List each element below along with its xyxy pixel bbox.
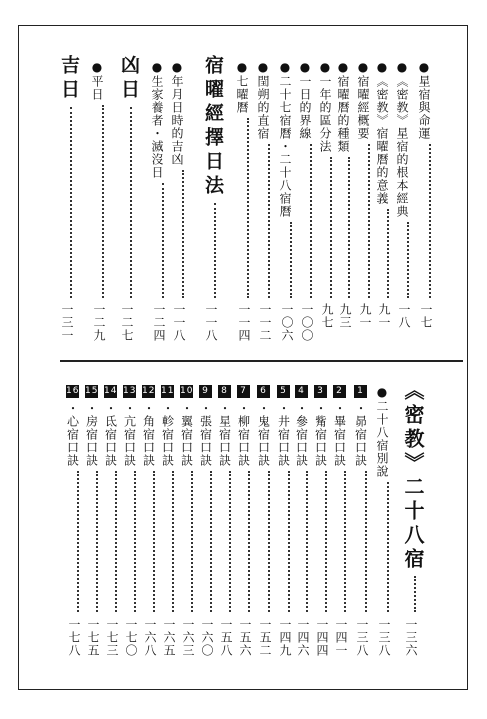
entry-title: ・畢宿口訣 (332, 402, 347, 467)
page-number: 一一八 (204, 303, 218, 342)
dot-leader (321, 471, 327, 612)
toc-entry[interactable] (199, 385, 212, 467)
entry-title: 宿曜曆的種類 (336, 75, 350, 153)
page-number: 一三六 (404, 618, 418, 657)
dot-leader (302, 471, 308, 612)
dot-leader (425, 144, 431, 298)
bullet-icon: ● (150, 60, 164, 75)
toc-entry[interactable] (257, 60, 269, 140)
dot-leader (66, 107, 72, 298)
entry-title: 閏朔的直宿 (256, 75, 270, 140)
toc-entry[interactable] (319, 60, 331, 153)
toc-entry[interactable] (357, 60, 369, 140)
entry-title: ・氐宿口訣 (103, 402, 118, 467)
dot-leader (306, 144, 312, 298)
entry-title: ・亢宿口訣 (122, 402, 137, 467)
page-number: 一二七 (120, 303, 134, 342)
entry-title: 凶日 (118, 55, 140, 103)
bullet-icon: ● (318, 60, 332, 75)
entry-number-badge: 3 (314, 385, 327, 398)
bullet-icon: ● (90, 60, 104, 75)
entry-title: ・心宿口訣 (65, 402, 80, 467)
page-number: 一〇〇 (300, 303, 314, 342)
dot-leader (264, 471, 270, 612)
toc-entry[interactable] (91, 60, 103, 101)
page-number: 一七三 (105, 618, 119, 657)
entry-title: 年月日時的吉凶 (170, 75, 184, 166)
toc-entry[interactable] (314, 385, 327, 467)
entry-title: 宿曜經擇日法 (202, 55, 224, 199)
entry-number-badge: 16 (66, 386, 80, 396)
page-number: 一六三 (181, 618, 195, 657)
toc-heading[interactable] (119, 55, 138, 103)
entry-title: ・昴宿口訣 (353, 402, 368, 467)
toc-entry[interactable] (161, 385, 174, 467)
toc-entry[interactable] (85, 385, 98, 467)
bullet-icon: ● (417, 60, 431, 75)
entry-number-badge: 1 (354, 385, 367, 398)
section-divider (60, 360, 463, 362)
bullet-icon: ● (336, 60, 350, 75)
page-number: 一五八 (219, 618, 233, 657)
toc-entry[interactable] (151, 60, 163, 179)
dot-leader (344, 157, 350, 298)
entry-number-badge: 2 (333, 385, 346, 398)
page-number: 一三八 (377, 618, 391, 657)
bullet-icon: ● (256, 60, 270, 75)
page-number: 一六五 (162, 618, 176, 657)
entry-title: ・翼宿口訣 (179, 402, 194, 467)
entry-title: 一年的區分法 (318, 75, 332, 153)
toc-entry[interactable] (277, 385, 290, 467)
entry-number-badge: 5 (277, 385, 290, 398)
page-number: 一二九 (92, 303, 106, 342)
dot-leader (111, 471, 117, 612)
entry-number-badge: 6 (257, 385, 270, 398)
page-number: 一四九 (278, 618, 292, 657)
entry-title: 宿曜經概要 (356, 75, 370, 140)
bullet-icon: ● (298, 60, 312, 75)
toc-entry[interactable] (279, 60, 291, 218)
entry-title: ・房宿口訣 (84, 402, 99, 467)
toc-entry[interactable] (237, 385, 250, 467)
entry-title: ・星宿口訣 (217, 402, 232, 467)
toc-entry[interactable] (171, 60, 183, 166)
toc-entry[interactable] (66, 385, 79, 467)
entry-number-badge: 11 (161, 386, 175, 396)
bullet-icon: ● (278, 60, 292, 75)
dot-leader (168, 471, 174, 612)
toc-entry[interactable] (376, 60, 388, 205)
entry-title: ・張宿口訣 (198, 402, 213, 467)
bullet-icon: ● (375, 60, 389, 75)
dot-leader (326, 157, 332, 298)
entry-number-badge: 15 (85, 386, 99, 396)
dot-leader (210, 203, 216, 298)
dot-leader (92, 471, 98, 612)
entry-title: 二十八宿別說 (375, 400, 389, 478)
toc-entry[interactable] (218, 385, 231, 467)
page-number: 九一 (377, 303, 391, 329)
page-number: 一三一 (60, 303, 74, 342)
entry-title: 平日 (90, 75, 104, 101)
dot-leader (244, 471, 250, 612)
page-number: 一七五 (86, 618, 100, 657)
entry-number-badge: 13 (123, 386, 137, 396)
page-number: 一七八 (67, 618, 81, 657)
page-number: 一四一 (334, 618, 348, 657)
entry-number-badge: 8 (218, 385, 231, 398)
toc-heading[interactable] (59, 55, 78, 103)
page-number: 一七〇 (124, 618, 138, 657)
entry-title: 一日的界線 (298, 75, 312, 140)
toc-heading[interactable] (203, 55, 222, 199)
bullet-icon: ● (375, 385, 389, 400)
entry-number-badge: 7 (237, 385, 250, 398)
bullet-icon: ● (235, 60, 249, 75)
toc-entry[interactable] (295, 385, 308, 467)
page-number: 一一四 (237, 303, 251, 342)
toc-entry[interactable] (236, 60, 248, 114)
dot-leader (158, 183, 164, 298)
toc-entry[interactable] (299, 60, 311, 140)
dot-leader (130, 471, 136, 612)
entry-number-badge: 14 (104, 386, 118, 396)
toc-entry[interactable] (337, 60, 349, 153)
page-number: 一〇六 (280, 303, 294, 342)
dot-leader (286, 222, 292, 298)
toc-entry[interactable] (104, 385, 117, 467)
toc-entry[interactable] (354, 385, 367, 467)
entry-title: ・參宿口訣 (294, 402, 309, 467)
bullet-icon: ● (170, 60, 184, 75)
toc-entry[interactable] (142, 385, 155, 467)
page-number: 一四六 (296, 618, 310, 657)
entry-title: 《密教》宿曜曆的意義 (375, 75, 389, 205)
dot-leader (264, 144, 270, 298)
dot-leader (243, 118, 249, 298)
dot-leader (403, 222, 409, 298)
entry-title: 星宿與命運 (417, 75, 431, 140)
entry-title: ・觜宿口訣 (313, 402, 328, 467)
toc-entry[interactable] (376, 385, 388, 478)
page-number: 一四四 (315, 618, 329, 657)
entry-title: ・柳宿口訣 (236, 402, 251, 467)
page-number: 一八 (397, 303, 411, 329)
toc-entry[interactable] (396, 60, 408, 218)
entry-title: 《密教》星宿的根本經典 (395, 75, 409, 218)
dot-leader (178, 170, 184, 298)
dot-leader (383, 209, 389, 298)
page-number: 九三 (338, 303, 352, 329)
dot-leader (383, 482, 389, 612)
bullet-icon: ● (395, 60, 409, 75)
entry-number-badge: 4 (295, 385, 308, 398)
page-number: 一五二 (258, 618, 272, 657)
page-number: 一六〇 (200, 618, 214, 657)
page-number: 九一 (358, 303, 372, 329)
page-number: 一一二 (258, 303, 272, 342)
dot-leader (206, 471, 212, 612)
dot-leader (187, 471, 193, 612)
dot-leader (98, 105, 104, 298)
entry-title: 七曜曆 (235, 75, 249, 114)
entry-title: 生家養者・滅沒日 (150, 75, 164, 179)
page-number: 一七 (419, 303, 433, 329)
entry-title: ・井宿口訣 (276, 402, 291, 467)
toc-entry[interactable] (123, 385, 136, 467)
entry-title: 吉日 (58, 55, 80, 103)
toc-entry[interactable] (257, 385, 270, 467)
bullet-icon: ● (356, 60, 370, 75)
dot-leader (364, 144, 370, 298)
entry-number-badge: 12 (142, 386, 156, 396)
entry-title: 《密教》二十八宿 (401, 380, 425, 572)
toc-heading[interactable] (403, 380, 423, 572)
entry-number-badge: 9 (199, 385, 212, 398)
page-number: 九七 (320, 303, 334, 329)
dot-leader (225, 471, 231, 612)
dot-leader (340, 471, 346, 612)
dot-leader (284, 471, 290, 612)
entry-number-badge: 10 (180, 386, 194, 396)
dot-leader (126, 107, 132, 298)
dot-leader (73, 471, 79, 612)
toc-entry[interactable] (180, 385, 193, 467)
page-number: 一一八 (172, 303, 186, 342)
dot-leader (410, 576, 416, 612)
entry-title: 二十七宿曆・二十八宿曆 (278, 75, 292, 218)
dot-leader (149, 471, 155, 612)
dot-leader (361, 471, 367, 612)
page-number: 一三八 (355, 618, 369, 657)
page-number: 一六八 (143, 618, 157, 657)
page-number: 一五六 (238, 618, 252, 657)
toc-entry[interactable] (418, 60, 430, 140)
page-number: 一二四 (152, 303, 166, 342)
entry-title: ・軫宿口訣 (160, 402, 175, 467)
entry-title: ・鬼宿口訣 (256, 402, 271, 467)
toc-entry[interactable] (333, 385, 346, 467)
entry-title: ・角宿口訣 (141, 402, 156, 467)
